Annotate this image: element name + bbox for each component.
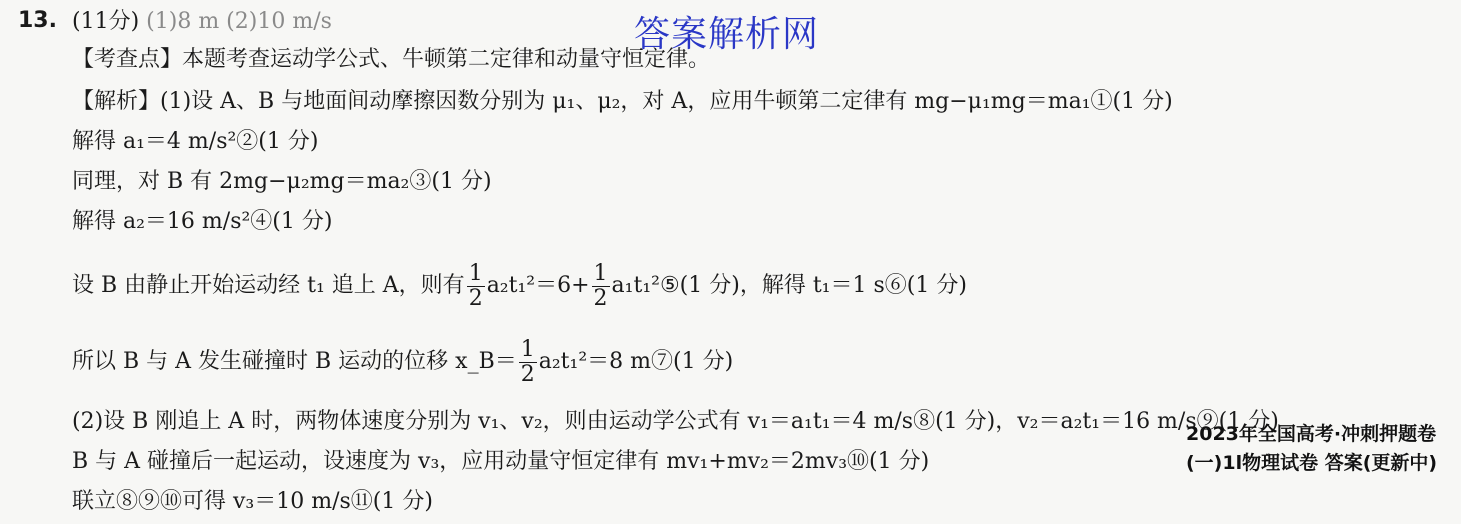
problem-number: 13. <box>18 8 57 33</box>
fraction-half <box>519 338 537 387</box>
fraction-numerator: 1 <box>468 260 483 286</box>
analysis-line-4: 解得 a₂＝16 m/s²④(1 分) <box>72 209 333 234</box>
fraction-denominator: 2 <box>593 285 608 311</box>
analysis-line-2: 解得 a₁＝4 m/s²②(1 分) <box>72 129 319 154</box>
answer-summary: (1)8 m (2)10 m/s <box>146 9 332 34</box>
analysis-line-8: B 与 A 碰撞后一起运动，设速度为 v₃，应用动量守恒定律有 mv₁+mv₂＝2mv₃⑩(1 分) <box>72 449 930 474</box>
fraction-half <box>467 262 485 311</box>
analysis-line-3: 同理，对 B 有 2mg−μ₂mg＝ma₂③(1 分) <box>72 169 492 194</box>
analysis-line-7: (2)设 B 刚追上 A 时，两物体速度分别为 v₁、v₂，则由运动学公式有 v₁＝a₁t₁＝4 m/s⑧(1 分)，v₂＝a₂t₁＝16 m/s⑨(1 分) <box>72 409 1279 434</box>
document-title-overlay: 2023年全国高考·冲刺押题卷(一)1l物理试卷 答案(更新中) <box>1186 423 1438 474</box>
displacement-intro: 所以 B 与 A 发生碰撞时 B 运动的位移 x_B＝ <box>72 349 517 374</box>
problem-header <box>72 8 332 36</box>
watermark-logo: 答案解析网 <box>634 14 820 55</box>
fraction-numerator: 1 <box>520 336 535 362</box>
displacement-result: a₂t₁²＝8 m⑦(1 分) <box>538 349 734 374</box>
analysis-line-6 <box>72 334 733 390</box>
equation-intro: 设 B 由静止开始运动经 t₁ 追上 A，则有 <box>72 273 465 298</box>
fraction-half <box>592 262 610 311</box>
fraction-numerator: 1 <box>593 260 608 286</box>
points-label: (11分) <box>72 9 140 34</box>
fraction-denominator: 2 <box>520 361 535 387</box>
analysis-line-1: 【解析】(1)设 A、B 与地面间动摩擦因数分别为 μ₁、μ₂，对 A，应用牛顿第二定律有 mg−μ₁mg＝ma₁①(1 分) <box>72 89 1173 114</box>
fraction-denominator: 2 <box>468 285 483 311</box>
analysis-line-5 <box>72 258 967 314</box>
analysis-line-9: 联立⑧⑨⑩可得 v₃＝10 m/s⑪(1 分) <box>72 489 433 514</box>
knowledge-point-line: 【考查点】本题考查运动学公式、牛顿第二定律和动量守恒定律。 <box>72 47 711 72</box>
equation-mid: a₂t₁²＝6+ <box>486 273 590 298</box>
equation-tail: a₁t₁²⑤(1 分)，解得 t₁＝1 s⑥(1 分) <box>611 273 967 298</box>
